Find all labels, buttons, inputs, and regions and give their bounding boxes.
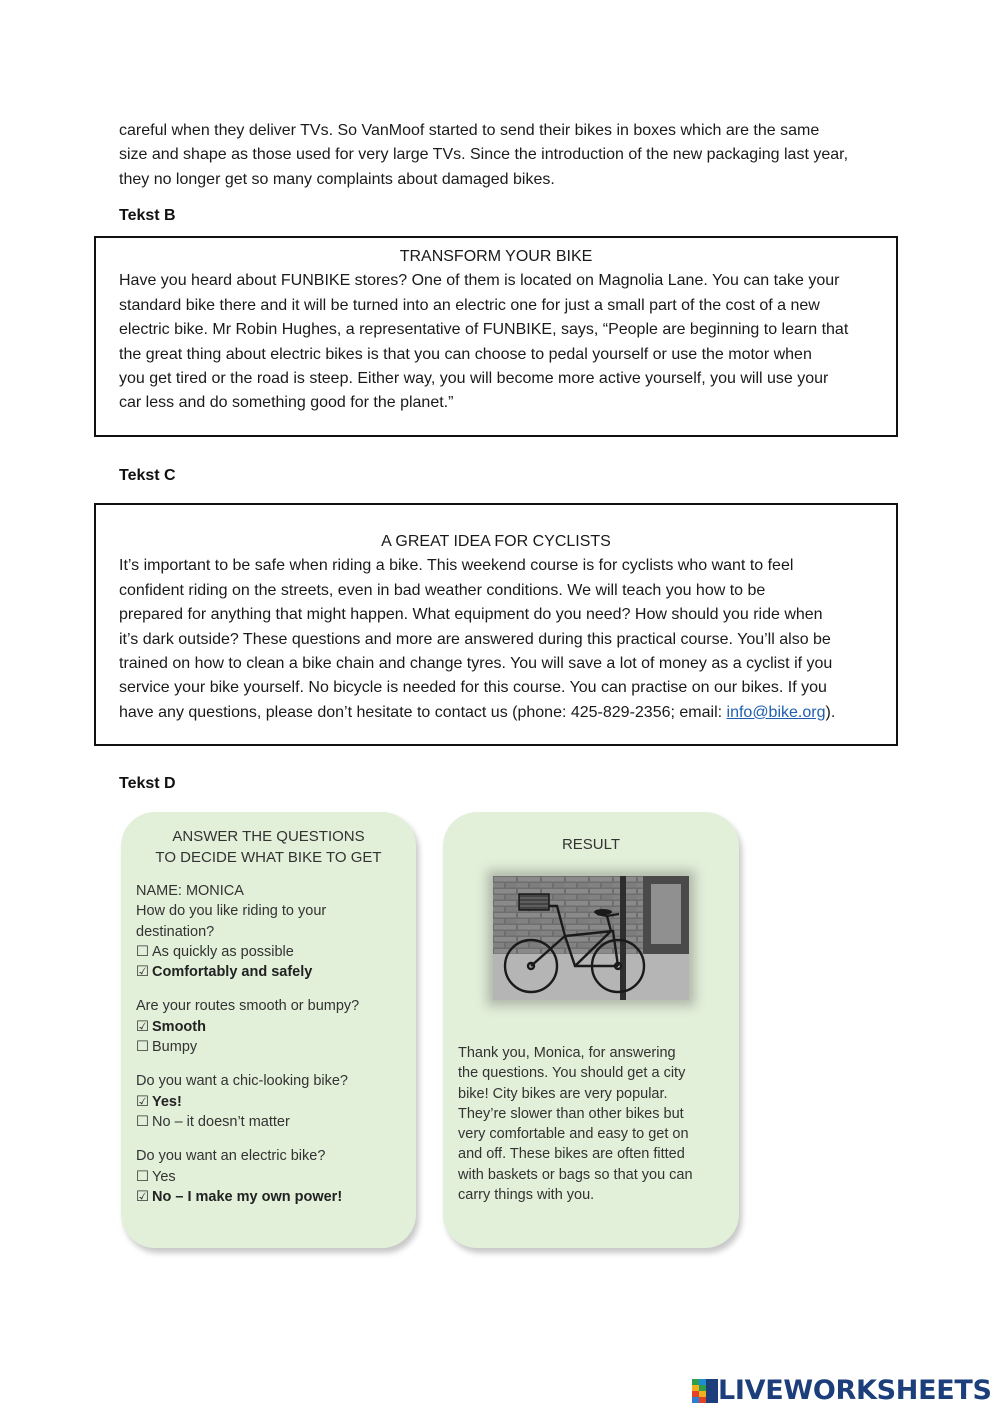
tekst-c-heading: Tekst C — [119, 467, 176, 484]
option-label: Comfortably and safely — [152, 964, 313, 981]
option-checked — [136, 1187, 406, 1207]
name-label: NAME: MONICA — [136, 883, 244, 899]
question-block-1 — [136, 881, 406, 982]
intro-paragraph — [119, 119, 889, 192]
option-label: Yes! — [152, 1093, 182, 1110]
question-text: Do you want a chic-looking bike? — [136, 1073, 348, 1090]
result-line: and off. These bikes are often fitted — [458, 1146, 685, 1163]
tekst-c-body — [96, 554, 896, 725]
tekst-c-box — [94, 503, 898, 746]
tekst-b-line: Have you heard about FUNBIKE stores? One of them is located on Magnolia Lane. You can take your — [119, 272, 840, 290]
option-label: No – I make my own power! — [152, 1188, 343, 1205]
question-text: Do you want an electric bike? — [136, 1148, 326, 1165]
result-line: the questions. You should get a city — [458, 1065, 686, 1082]
tekst-c-line: it’s dark outside? These questions and more are answered during this practical course. You’ll also be — [119, 630, 831, 648]
option-checked — [136, 1017, 406, 1037]
tekst-b-body — [96, 269, 896, 415]
result-card — [443, 812, 739, 1248]
question-block-4 — [136, 1146, 406, 1207]
option-unchecked — [136, 942, 406, 962]
result-line: They’re slower than other bikes but — [458, 1105, 684, 1122]
city-bike-photo — [493, 876, 689, 1000]
tekst-c-line: trained on how to clean a bike chain and change tyres. You will save a lot of money as a cyclist if you — [119, 655, 833, 673]
tekst-c-contact-text: have any questions, please don’t hesitate to contact us (phone: 425-829-2356; email: — [119, 703, 727, 721]
tekst-b-line: you get tired or the road is steep. Either way, you will become more active yourself, you will use your — [119, 370, 829, 388]
tekst-c-last-line — [119, 701, 874, 725]
questions-list — [136, 881, 406, 1221]
unchecked-box-icon: ☐ — [136, 943, 149, 960]
result-title: RESULT — [561, 836, 621, 853]
intro-line: size and shape as those used for very large TVs. Since the introduction of the new packaging last year, — [119, 146, 849, 164]
intro-line: careful when they deliver TVs. So VanMoof started to send their bikes in boxes which are the same — [119, 122, 820, 139]
checked-box-icon: ☑ — [136, 1093, 149, 1110]
tekst-b-heading: Tekst B — [119, 207, 176, 224]
result-line: very comfortable and easy to get on — [458, 1126, 689, 1143]
brand-name: LIVEWORKSHEETS — [718, 1375, 992, 1406]
question-text: destination? — [136, 923, 215, 940]
bicycle-icon — [493, 876, 689, 1000]
question-block-3 — [136, 1071, 406, 1132]
unchecked-box-icon: ☐ — [136, 1168, 149, 1185]
option-checked — [136, 1092, 406, 1112]
liveworksheets-logo[interactable] — [692, 1376, 992, 1406]
tekst-c-title: A GREAT IDEA FOR CYCLISTS — [381, 533, 611, 550]
tekst-c-line: service your bike yourself. No bicycle is needed for this course. You can practise on our bikes. If you — [119, 679, 827, 697]
unchecked-box-icon: ☐ — [136, 1113, 149, 1130]
option-unchecked — [136, 1112, 406, 1132]
questions-card — [121, 812, 416, 1248]
checked-box-icon: ☑ — [136, 1018, 149, 1035]
option-label: Yes — [152, 1168, 176, 1185]
question-text: Are your routes smooth or bumpy? — [136, 998, 360, 1015]
tekst-c-line: prepared for anything that might happen. What equipment do you need? How should you ride when — [119, 606, 823, 624]
option-label: As quickly as possible — [152, 943, 294, 960]
tekst-d-heading: Tekst D — [119, 775, 176, 792]
option-unchecked — [136, 1167, 406, 1187]
question-block-2 — [136, 996, 406, 1057]
result-line: carry things with you. — [458, 1187, 595, 1204]
intro-line: they no longer get so many complaints about damaged bikes. — [119, 170, 555, 188]
questions-title-line: TO DECIDE WHAT BIKE TO GET — [155, 849, 382, 866]
tekst-b-line: standard bike there and it will be turned into an electric one for just a small part of the cost of a new — [119, 296, 820, 314]
result-line: Thank you, Monica, for answering — [458, 1045, 676, 1061]
questions-title-line: ANSWER THE QUESTIONS — [172, 828, 365, 845]
tekst-c-line: It’s important to be safe when riding a bike. This weekend course is for cyclists who want to feel — [119, 557, 794, 575]
result-line: bike! City bikes are very popular. — [458, 1085, 668, 1102]
tekst-c-line: confident riding on the streets, even in bad weather conditions. We will teach you how to be — [119, 581, 766, 599]
questions-card-title — [121, 826, 416, 868]
tekst-b-line: the great thing about electric bikes is that you can choose to pedal yourself or use the motor when — [119, 345, 812, 363]
tekst-b-title: TRANSFORM YOUR BIKE — [399, 248, 593, 265]
question-text: How do you like riding to your — [136, 903, 327, 920]
tekst-c-closing: ). — [825, 703, 836, 721]
result-text — [458, 1043, 720, 1205]
tekst-b-line: car less and do something good for the planet.” — [119, 394, 454, 412]
checked-box-icon: ☑ — [136, 964, 149, 981]
unchecked-box-icon: ☐ — [136, 1039, 149, 1056]
option-checked — [136, 962, 406, 982]
result-line: with baskets or bags so that you can — [458, 1166, 693, 1183]
tekst-b-box — [94, 236, 898, 437]
liveworksheets-logo-icon — [692, 1379, 718, 1403]
option-label: No – it doesn’t matter — [152, 1113, 290, 1130]
option-label: Smooth — [152, 1018, 206, 1035]
option-unchecked — [136, 1037, 406, 1057]
email-link[interactable]: info@bike.org — [726, 703, 826, 721]
checked-box-icon: ☑ — [136, 1188, 149, 1205]
tekst-b-line: electric bike. Mr Robin Hughes, a representative of FUNBIKE, says, “People are beginning to learn that — [119, 321, 849, 339]
option-label: Bumpy — [152, 1039, 198, 1056]
